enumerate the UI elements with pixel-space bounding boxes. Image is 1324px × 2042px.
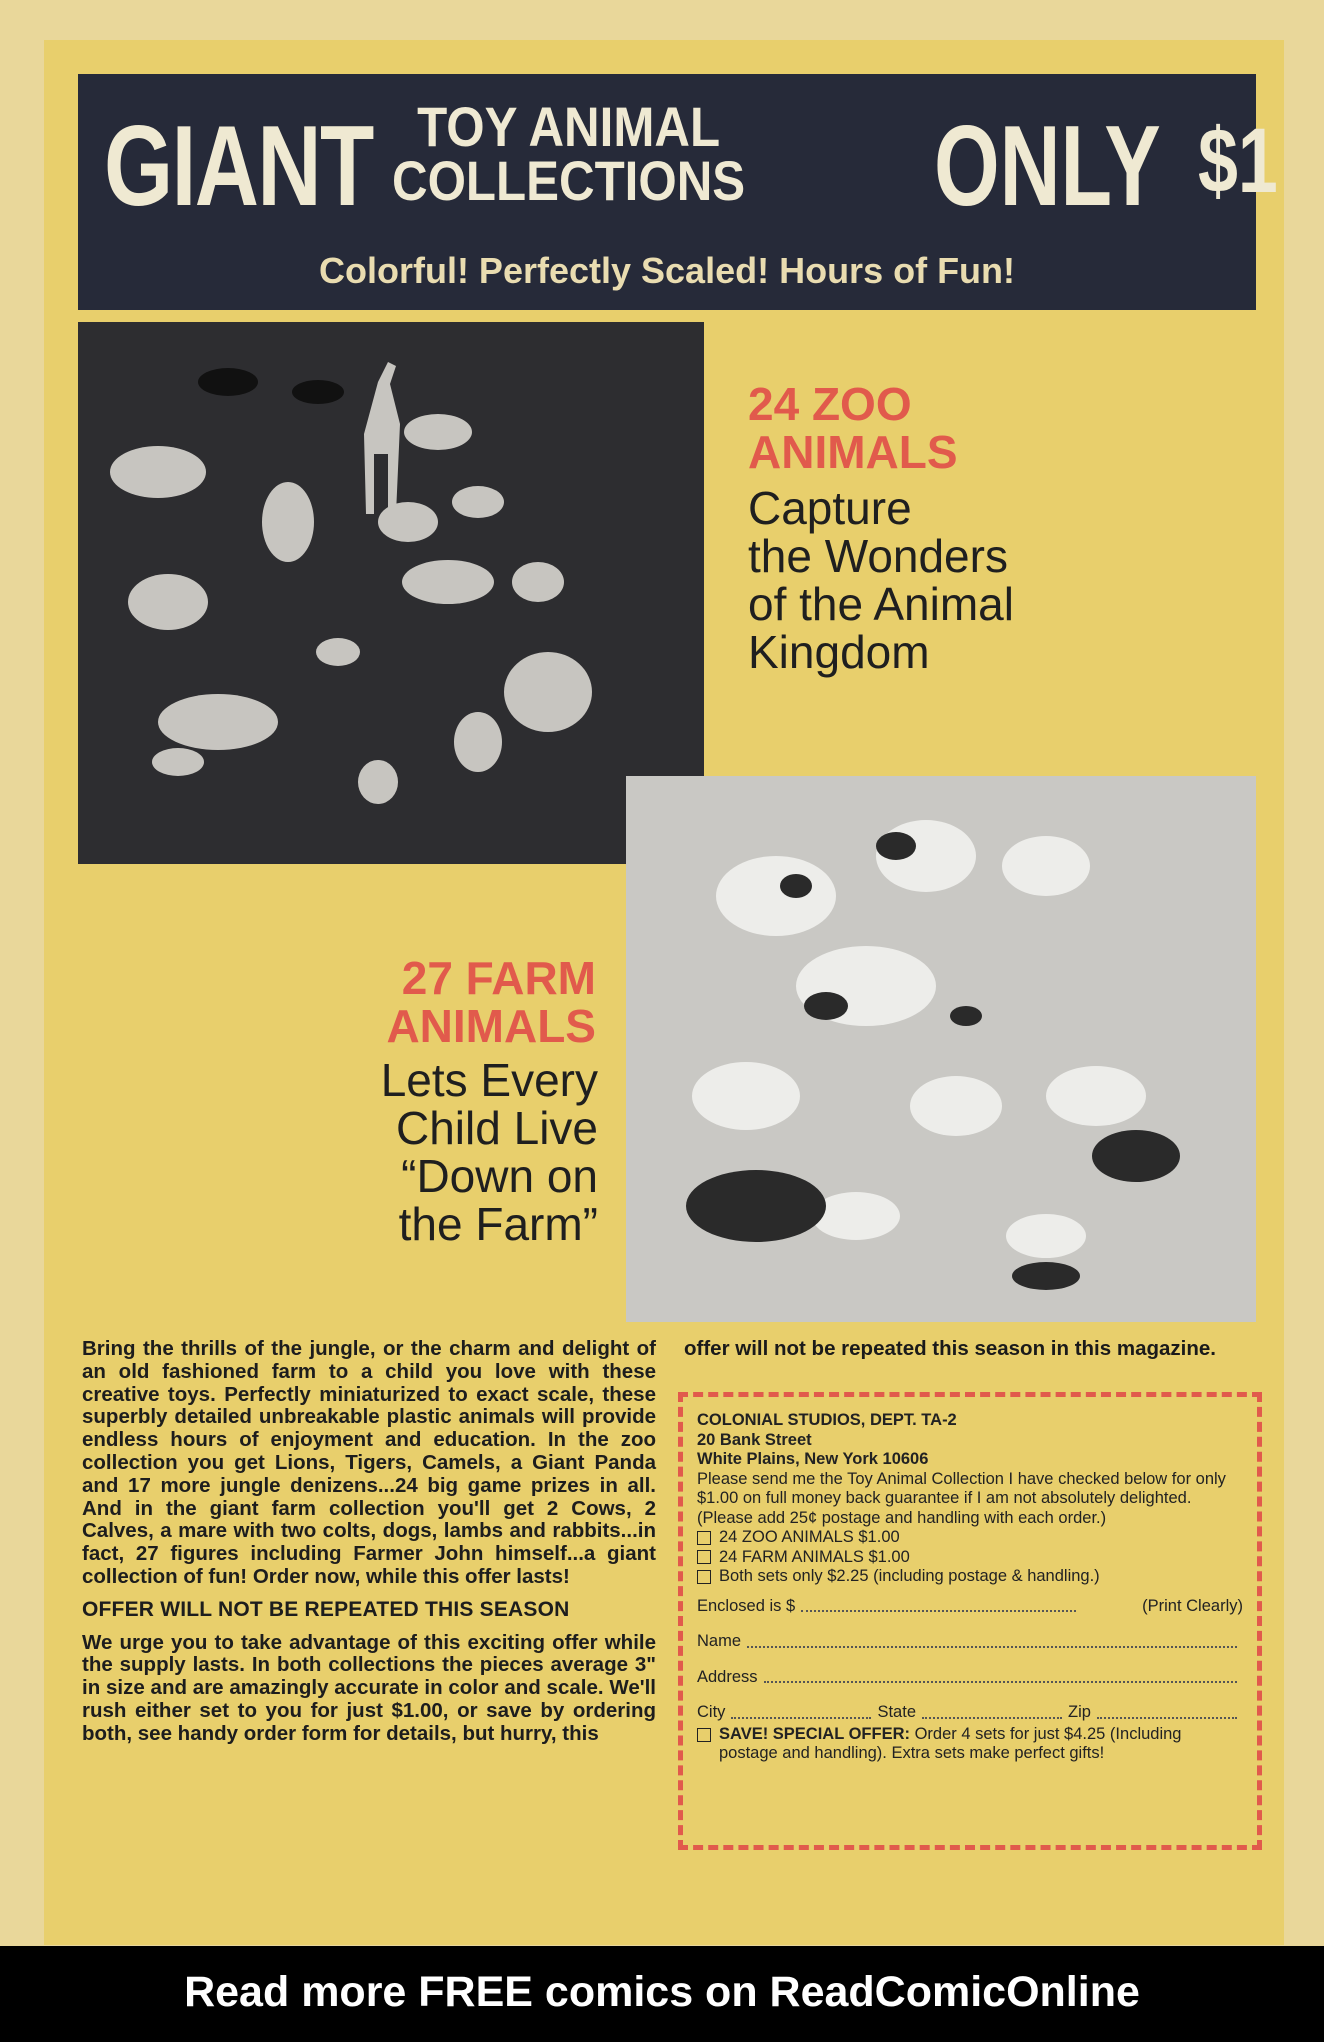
coupon-street: 20 Bank Street [697,1430,812,1449]
headline-middle [392,95,746,212]
zip-label: Zip [1068,1703,1091,1721]
headline-giant: GIANT [104,103,373,230]
farm-animals-photo [626,776,1256,1322]
order-coupon [678,1392,1262,1850]
address-blank[interactable] [764,1680,1237,1683]
print-clearly-note: (Print Clearly) [1142,1596,1243,1615]
zoo-animals-illustration [78,322,704,864]
body-paragraph-1: Bring the thrills of the jungle, or the charm and delight of an old fashioned farm to a child you love with these creative toys. Perfectly miniaturized to exact scale, these superbly detailed unbreakable plastic animals will provide endless hours of enjoyment and education. In the zoo collection you get Lions, Tigers, Camels, a Giant Panda and 17 more jungle denizens...24 big game prizes in all. And in the giant farm collection you'll get 2 Cows, 2 Calves, a mare with two colts, dogs, lambs and rabbits...in fact, 27 figures including Farmer John himself...a giant collection of fun! Order now, while this offer lasts! [82,1337,656,1588]
farm-tagline-line2: Child Live [396,1102,598,1154]
farm-tagline-line1: Lets Every [380,1054,598,1106]
headline-banner [78,74,1278,310]
zoo-title-line2: ANIMALS [748,426,958,478]
advertisement-page [44,40,1284,1945]
name-field[interactable] [697,1632,1243,1652]
enclosed-blank[interactable] [801,1609,1076,1612]
farm-title-line2: ANIMALS [386,1000,596,1052]
coupon-city-state: White Plains, New York 10606 [697,1450,929,1468]
zoo-tagline-line1: Capture [748,482,912,534]
zoo-tagline-line2: the Wonders [748,530,1008,582]
special-offer-bold: SAVE! SPECIAL OFFER: [719,1724,910,1743]
farm-tagline [268,1056,598,1248]
zoo-title-line1: 24 ZOO [748,378,912,430]
farm-title [322,954,596,1050]
state-label: State [877,1703,916,1721]
name-blank[interactable] [747,1645,1237,1648]
checkbox-icon[interactable] [697,1570,711,1584]
address-field[interactable] [697,1668,1243,1688]
headline-middle-line1: TOY ANIMAL [417,95,721,158]
coupon-option-farm[interactable] [697,1548,1243,1568]
name-label: Name [697,1632,742,1650]
headline-only: ONLY [934,103,1161,230]
coupon-company: COLONIAL STUDIOS, DEPT. TA-2 [697,1411,957,1429]
special-offer-text [719,1725,1243,1764]
farm-tagline-line4: the Farm” [398,1198,598,1250]
body-paragraph-2: We urge you to take advantage of this exciting offer while the supply lasts. In both collections the pieces average 3" in size and are amazingly accurate in color and scale. We'll rush either set to you for just $1.00, or save by ordering both, see handy order form for details, but hurry, this [82,1630,656,1745]
special-offer-detail: Order 4 sets for just $4.25 (Including postage and handling). Extra sets make perfect gifts! [719,1724,1182,1762]
city-label: City [697,1703,726,1721]
zoo-tagline-line4: Kingdom [748,626,930,678]
enclosed-field[interactable] [697,1597,1243,1617]
coupon-option-zoo-label: 24 ZOO ANIMALS $1.00 [719,1528,900,1546]
body-copy [82,1338,656,1746]
coupon-option-both[interactable] [697,1567,1243,1587]
city-blank[interactable] [731,1716,871,1719]
farm-title-line1: 27 FARM [401,952,596,1004]
farm-animals-illustration [626,776,1256,1322]
checkbox-icon[interactable] [697,1531,711,1545]
zip-blank[interactable] [1097,1716,1237,1719]
footer-banner[interactable] [0,1946,1324,2042]
checkbox-icon[interactable] [697,1728,711,1742]
state-blank[interactable] [922,1716,1062,1719]
coupon-instructions: Please send me the Toy Animal Collection I have checked below for only $1.00 on full money back guarantee if I am not absolutely delighted. (Please add 25¢ postage and handling with each order.) [697,1469,1226,1527]
body-continuation: offer will not be repeated this season in this magazine. [684,1337,1216,1360]
city-state-zip-field[interactable] [697,1703,1243,1723]
footer-text[interactable]: Read more FREE comics on ReadComicOnline [184,1968,1140,2016]
address-label: Address [697,1667,758,1686]
headline-price: $1 [1198,110,1278,212]
coupon-option-zoo[interactable] [697,1528,1243,1548]
farm-tagline-line3: “Down on [401,1150,598,1202]
coupon-special-offer[interactable] [697,1725,1243,1764]
checkbox-icon[interactable] [697,1550,711,1564]
headline-subtitle: Colorful! Perfectly Scaled! Hours of Fun! [318,250,1016,291]
zoo-animals-photo [78,322,704,864]
enclosed-label: Enclosed is $ [697,1596,796,1615]
headline-middle-line2: COLLECTIONS [392,149,746,212]
zoo-tagline-line3: of the Animal [748,578,1014,630]
coupon-option-farm-label: 24 FARM ANIMALS $1.00 [719,1547,910,1566]
coupon-option-both-label: Both sets only $2.25 (including postage & handling.) [719,1567,1100,1585]
zoo-tagline [748,484,1014,676]
zoo-title [748,380,958,476]
offer-heading: OFFER WILL NOT BE REPEATED THIS SEASON [82,1597,570,1621]
